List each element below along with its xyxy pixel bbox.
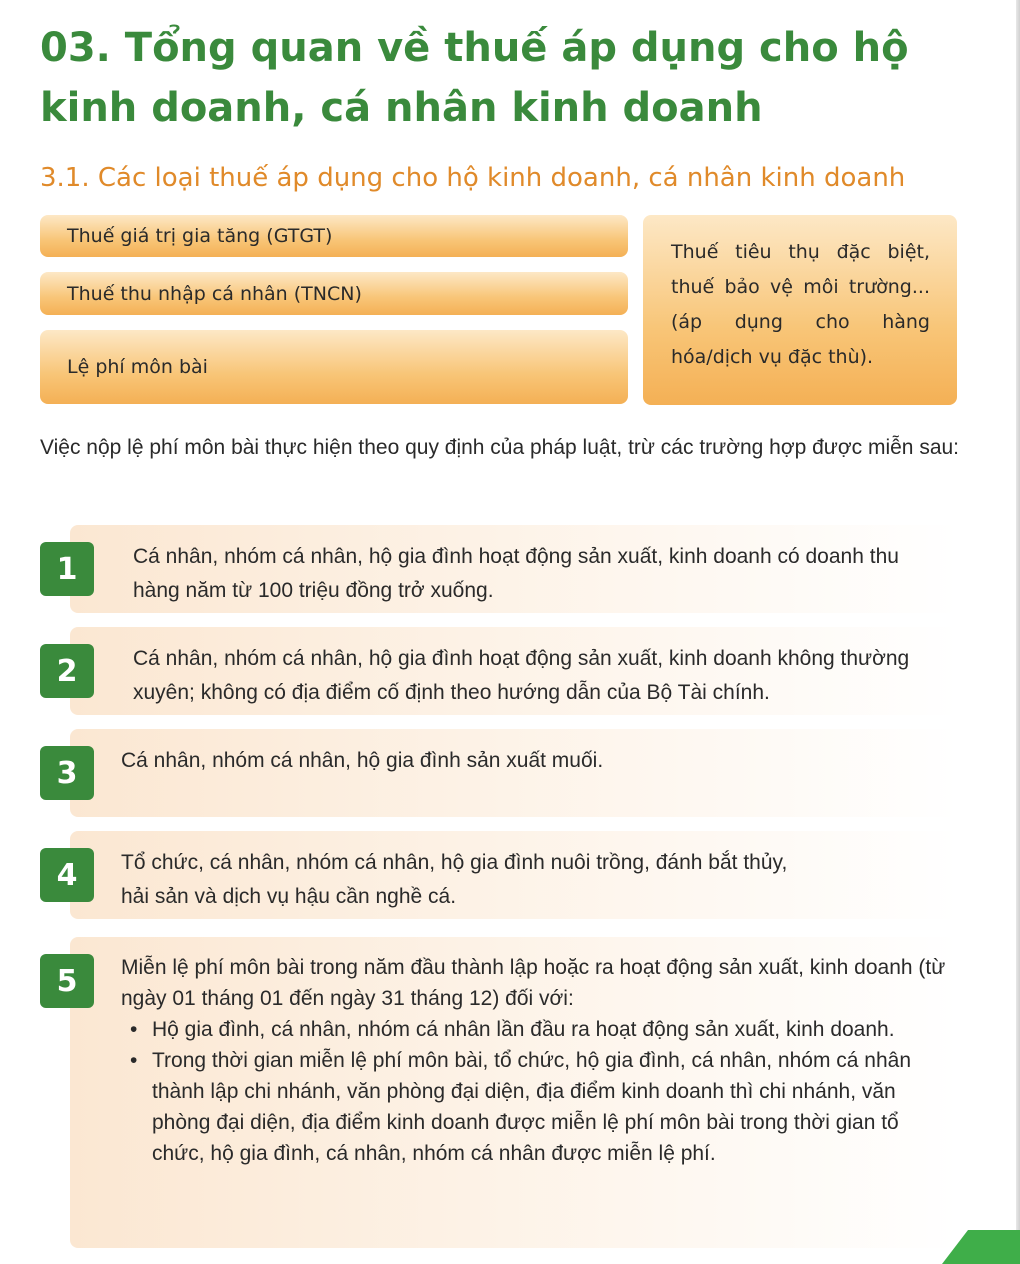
tax-type-vat <box>40 215 628 257</box>
exemption-text: Cá nhân, nhóm cá nhân, hộ gia đình sản xuất muối. <box>121 749 604 772</box>
section-subtitle: 3.1. Các loại thuế áp dụng cho hộ kinh doanh, cá nhân kinh doanh <box>40 163 906 193</box>
tax-type-label: Thuế giá trị gia tăng (GTGT) <box>67 225 333 247</box>
exemption-number-badge: 3 <box>40 746 94 800</box>
exemption-text: Tổ chức, cá nhân, nhóm cá nhân, hộ gia đình nuôi trồng, đánh bắt thủy, hải sản và dịch vụ hậu cần nghề cá. <box>121 851 788 908</box>
exemption-number-badge: 1 <box>40 542 94 596</box>
exemption-number-badge: 2 <box>40 644 94 698</box>
intro-paragraph: Việc nộp lệ phí môn bài thực hiện theo quy định của pháp luật, trừ các trường hợp được miễn sau: <box>40 436 960 459</box>
tax-side-text: Thuế tiêu thụ đặc biệt, thuế bảo vệ môi trường... (áp dụng cho hàng hóa/dịch vụ đặc thù). <box>671 241 930 368</box>
exemption-number-badge: 4 <box>40 848 94 902</box>
exemption-text: Cá nhân, nhóm cá nhân, hộ gia đình hoạt động sản xuất, kinh doanh có doanh thu hàng năm từ 100 triệu đồng trở xuống. <box>133 545 899 602</box>
corner-decoration <box>920 1230 1020 1264</box>
exemption-bullet-list <box>130 1014 930 1169</box>
exemption-bullet: • Trong thời gian miễn lệ phí môn bài, tổ chức, hộ gia đình, cá nhân, nhóm cá nhân thành lập chi nhánh, văn phòng đại diện, địa điểm kinh doanh thì chi nhánh, văn phòng đại diện, địa điểm kinh doanh được miễn lệ phí môn bài trong thời gian tổ chức, hộ gia đình, cá nhân, nhóm cá nhân được miễn lệ phí. <box>130 1045 930 1169</box>
tax-type-label: Lệ phí môn bài <box>67 356 208 378</box>
page-edge-shadow <box>1016 0 1020 1264</box>
exemption-bullet: • Hộ gia đình, cá nhân, nhóm cá nhân lần đầu ra hoạt động sản xuất, kinh doanh. <box>130 1014 930 1045</box>
exemption-text: Miễn lệ phí môn bài trong năm đầu thành lập hoặc ra hoạt động sản xuất, kinh doanh (từ ngày 01 tháng 01 đến ngày 31 tháng 12) đối với: <box>121 956 946 1010</box>
tax-type-special-note <box>643 215 957 405</box>
tax-type-label: Thuế thu nhập cá nhân (TNCN) <box>67 282 362 305</box>
tax-type-license-fee <box>40 330 628 404</box>
exemption-number-badge: 5 <box>40 954 94 1008</box>
tax-type-pit <box>40 272 628 315</box>
page-title: 03. Tổng quan về thuế áp dụng cho hộ kinh doanh, cá nhân kinh doanh <box>40 25 909 131</box>
exemption-text: Cá nhân, nhóm cá nhân, hộ gia đình hoạt động sản xuất, kinh doanh không thường xuyên; không có địa điểm cố định theo hướng dẫn của Bộ Tài chính. <box>133 647 910 704</box>
